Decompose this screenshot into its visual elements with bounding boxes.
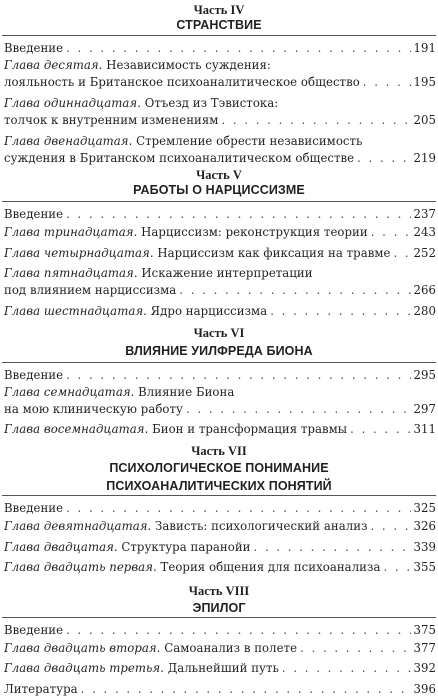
chapter-label: Глава двенадцатая	[4, 134, 129, 148]
dot-leader	[270, 303, 410, 320]
page-number: 375	[413, 623, 436, 637]
toc-entry-line[interactable]	[4, 245, 436, 262]
part-title: ПСИХОЛОГИЧЕСКОЕ ПОНИМАНИЕ	[109, 461, 329, 475]
dot-leader	[282, 660, 411, 677]
entry-title: Введение	[4, 207, 64, 221]
entry-text	[4, 681, 78, 698]
entry-title: . Нарциссизм как фиксация на травме	[149, 246, 391, 260]
page-number: 396	[413, 682, 436, 696]
entry-text	[4, 282, 176, 299]
toc-entry-line[interactable]	[4, 95, 436, 112]
entry-title: . Бион и трансформация травмы	[144, 422, 348, 436]
part-title: РАБОТЫ О НАРЦИССИЗМЕ	[133, 183, 305, 197]
dot-leader	[221, 112, 410, 129]
page-number: 243	[413, 225, 436, 239]
toc-entry-line[interactable]	[4, 421, 436, 438]
chapter-label: Глава четырнадцатая	[4, 246, 150, 260]
entry-title: Введение	[4, 623, 64, 637]
entry-text	[4, 421, 347, 438]
entry-text	[4, 367, 63, 384]
entry-text	[4, 224, 368, 241]
chapter-label: Глава семнадцатая	[4, 385, 131, 399]
part-number: Часть VI	[193, 326, 245, 340]
part-number: Часть IV	[193, 3, 245, 17]
entry-title: . Независимость суждения:	[98, 58, 271, 72]
section-divider	[2, 617, 436, 618]
part-title: СТРАНСТВИЕ	[176, 18, 262, 32]
entry-title: на мою клиническую работу	[4, 402, 183, 416]
page-number: 295	[413, 368, 436, 382]
entry-title: . Ядро нарциссизма	[143, 304, 268, 318]
entry-text	[4, 150, 354, 167]
toc-entry-line[interactable]	[4, 559, 436, 576]
chapter-label: Глава одиннадцатая	[4, 96, 138, 110]
section-divider	[2, 201, 436, 202]
page-number: 266	[413, 283, 436, 297]
entry-text	[4, 622, 63, 639]
entry-text	[4, 518, 368, 535]
dot-leader	[66, 367, 410, 384]
toc-entry-line[interactable]	[4, 150, 436, 167]
page-number: 339	[413, 540, 436, 554]
entry-text	[4, 133, 362, 150]
toc-entry-line[interactable]	[4, 539, 436, 556]
chapter-label: Глава восемнадцатая	[4, 422, 145, 436]
entry-text	[4, 660, 279, 677]
dot-leader	[357, 150, 410, 167]
entry-text	[4, 640, 297, 657]
entry-title: . Дальнейший путь	[160, 661, 279, 675]
entry-text	[4, 539, 251, 556]
part-title: ПСИХОАНАЛИТИЧЕСКИХ ПОНЯТИЙ	[106, 479, 332, 493]
toc-entry-line[interactable]	[4, 384, 436, 401]
entry-title: Введение	[4, 501, 64, 515]
page-number: 191	[413, 41, 436, 55]
toc-entry-line[interactable]	[4, 681, 436, 698]
entry-title: . Отъезд из Тэвистока:	[137, 96, 279, 110]
chapter-label: Глава двадцать вторая	[4, 641, 157, 655]
page-number: 377	[413, 641, 436, 655]
page-number: 326	[413, 519, 436, 533]
section-divider	[2, 362, 436, 363]
toc-entry-line[interactable]	[4, 660, 436, 677]
chapter-label: Глава девятнадцатая	[4, 519, 148, 533]
chapter-label: Глава тринадцатая	[4, 225, 134, 239]
dot-leader	[66, 40, 410, 57]
entry-text	[4, 303, 267, 320]
entry-title: толчок к внутренним изменениям	[4, 113, 219, 127]
part-title: ЭПИЛОГ	[192, 601, 246, 615]
toc-entry-line[interactable]	[4, 224, 436, 241]
entry-title: . Самоанализ в полете	[156, 641, 298, 655]
entry-title: . Нарциссизм: реконструкция теории	[133, 225, 368, 239]
chapter-label: Глава двадцать первая	[4, 560, 153, 574]
entry-title: под влиянием нарциссизма	[4, 283, 177, 297]
entry-text	[4, 40, 63, 57]
entry-text	[4, 559, 380, 576]
toc-entry-line[interactable]	[4, 303, 436, 320]
entry-text	[4, 384, 234, 401]
page-number: 311	[413, 422, 436, 436]
entry-title: . Искажение интерпретации	[133, 266, 313, 280]
dot-leader	[186, 401, 411, 418]
entry-title: . Зависть: психологический анализ	[147, 519, 368, 533]
toc-entry-line[interactable]	[4, 622, 436, 639]
dot-leader	[179, 282, 410, 299]
dot-leader	[363, 74, 411, 91]
entry-text	[4, 57, 271, 74]
dot-leader	[393, 245, 410, 262]
page-number: 219	[413, 151, 436, 165]
part-number: Часть V	[196, 168, 242, 182]
entry-text	[4, 401, 183, 418]
entry-text	[4, 112, 218, 129]
toc-entry-line[interactable]	[4, 282, 436, 299]
entry-title: Введение	[4, 368, 64, 382]
toc-entry-line[interactable]	[4, 57, 436, 74]
entry-title: . Стремление обрести независимость	[128, 134, 363, 148]
page-number: 392	[413, 661, 436, 675]
toc-entry-line[interactable]	[4, 401, 436, 418]
entry-text	[4, 74, 360, 91]
dot-leader	[81, 681, 411, 698]
entry-title: лояльность и Британское психоаналитическое общество	[4, 75, 360, 89]
toc-entry-line[interactable]	[4, 206, 436, 223]
part-number: Часть VII	[191, 444, 247, 458]
toc-entry-line[interactable]	[4, 500, 436, 517]
section-divider	[2, 35, 436, 36]
page-number: 280	[413, 304, 436, 318]
entry-title: . Структура паранойи	[113, 540, 251, 554]
dot-leader	[254, 539, 411, 556]
entry-title: . Влияние Биона	[130, 385, 235, 399]
chapter-label: Глава шестнадцатая	[4, 304, 144, 318]
toc-entry-line[interactable]	[4, 40, 436, 57]
chapter-label: Глава двадцать третья	[4, 661, 161, 675]
toc-entry-line[interactable]	[4, 112, 436, 129]
toc-entry-line[interactable]	[4, 133, 436, 150]
entry-title: Введение	[4, 41, 64, 55]
part-number: Часть VIII	[188, 584, 250, 598]
dot-leader	[371, 518, 411, 535]
toc-entry-line[interactable]	[4, 367, 436, 384]
entry-text	[4, 206, 63, 223]
entry-title: Литература	[4, 682, 78, 696]
entry-text	[4, 95, 278, 112]
part-title: ВЛИЯНИЕ УИЛФРЕДА БИОНА	[125, 344, 313, 358]
dot-leader	[66, 622, 410, 639]
chapter-label: Глава пятнадцатая	[4, 266, 134, 280]
toc-entry-line[interactable]	[4, 640, 436, 657]
dot-leader	[371, 224, 411, 241]
toc-entry-line[interactable]	[4, 74, 436, 91]
page-number: 355	[413, 560, 436, 574]
toc-entry-line[interactable]	[4, 518, 436, 535]
entry-title: . Теория общения для психоанализа	[153, 560, 381, 574]
entry-text	[4, 500, 63, 517]
chapter-label: Глава десятая	[4, 58, 99, 72]
entry-title: суждения в Британском психоаналитическом обществе	[4, 151, 355, 165]
toc-entry-line[interactable]	[4, 265, 436, 282]
page-number: 325	[413, 501, 436, 515]
dot-leader	[383, 559, 410, 576]
page-number: 205	[413, 113, 436, 127]
chapter-label: Глава двадцатая	[4, 540, 114, 554]
page-number: 237	[413, 207, 436, 221]
dot-leader	[66, 500, 410, 517]
page-number: 252	[413, 246, 436, 260]
page-number: 297	[413, 402, 436, 416]
dot-leader	[66, 206, 410, 223]
section-divider	[2, 495, 436, 496]
dot-leader	[300, 640, 410, 657]
dot-leader	[350, 421, 410, 438]
entry-text	[4, 245, 390, 262]
page-number: 195	[413, 75, 436, 89]
entry-text	[4, 265, 313, 282]
